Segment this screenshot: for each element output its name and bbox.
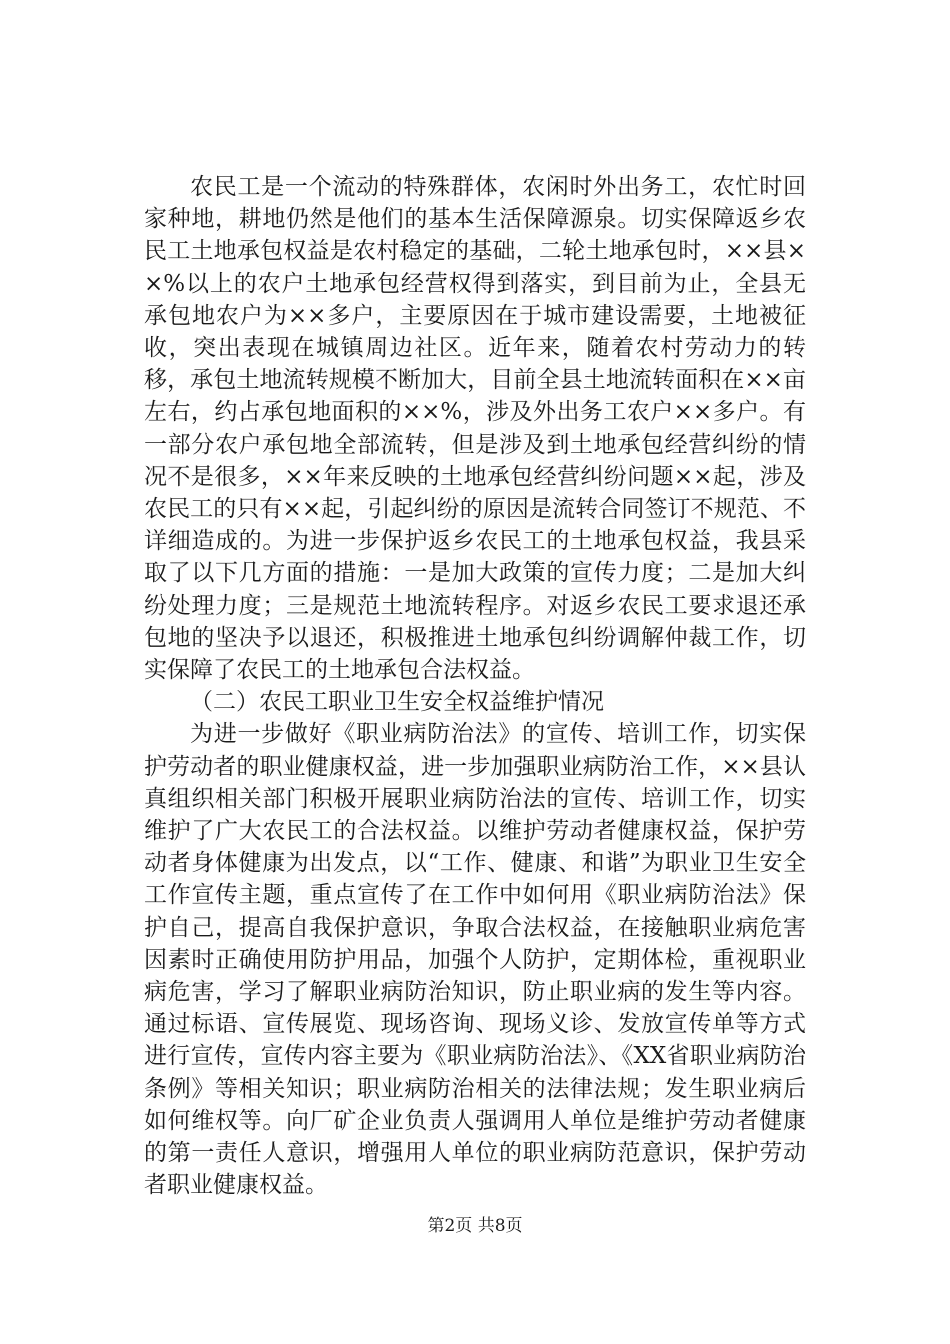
section-heading-occupational-health: （二）农民工职业卫生安全权益维护情况 [190, 689, 604, 716]
page-number-footer: 第2页 共8页 [427, 1216, 523, 1236]
document-body [144, 171, 806, 1202]
paragraph-land-contract-rights: 农民工是一个流动的特殊群体，农闲时外出务工，农忙时回家种地，耕地仍然是他们的基本生活保障源泉。切实保障返乡农民工土地承包权益是农村稳定的基础，二轮土地承包时，××县××%以上的农户土地承包经营权得到落实，到目前为止，全县无承包地农户为××多户，主要原因在于城市建设需要，土地被征收，突出表现在城镇周边社区。近年来，随着农村劳动力的转移，承包土地流转规模不断加大，目前全县土地流转面积在××亩左右，约占承包地面积的××%，涉及外出务工农户××多户。有一部分农户承包地全部流转，但是涉及到土地承包经营纠纷的情况不是很多，××年来反映的土地承包经营纠纷问题××起，涉及农民工的只有××起，引起纠纷的原因是流转合同签订不规范、不详细造成的。为进一步保护返乡农民工的土地承包权益，我县采取了以下几方面的措施：一是加大政策的宣传力度；二是加大纠纷处理力度；三是规范土地流转程序。对返乡农民工要求退还承包地的坚决予以退还，积极推进土地承包纠纷调解仲裁工作，切实保障了农民工的土地承包合法权益。 [144, 174, 806, 684]
paragraph-occupational-health: 为进一步做好《职业病防治法》的宣传、培训工作，切实保护劳动者的职业健康权益，进一步加强职业病防治工作，××县认真组织相关部门积极开展职业病防治法的宣传、培训工作，切实维护了广大农民工的合法权益。以维护劳动者健康权益，保护劳动者身体健康为出发点，以“工作、健康、和谐”为职业卫生安全工作宣传主题，重点宣传了在工作中如何用《职业病防治法》保护自己，提高自我保护意识，争取合法权益，在接触职业病危害因素时正确使用防护用品，加强个人防护，定期体检，重视职业病危害，学习了解职业病防治知识，防止职业病的发生等内容。通过标语、宣传展览、现场咨询、现场义诊、发放宣传单等方式进行宣传，宣传内容主要为《职业病防治法》、《XX省职业病防治条例》等相关知识；职业病防治相关的法律法规；发生职业病后如何维权等。向厂矿企业负责人强调用人单位是维护劳动者健康的第一责任人意识，增强用人单位的职业病防范意识，保护劳动者职业健康权益。 [144, 721, 806, 1199]
